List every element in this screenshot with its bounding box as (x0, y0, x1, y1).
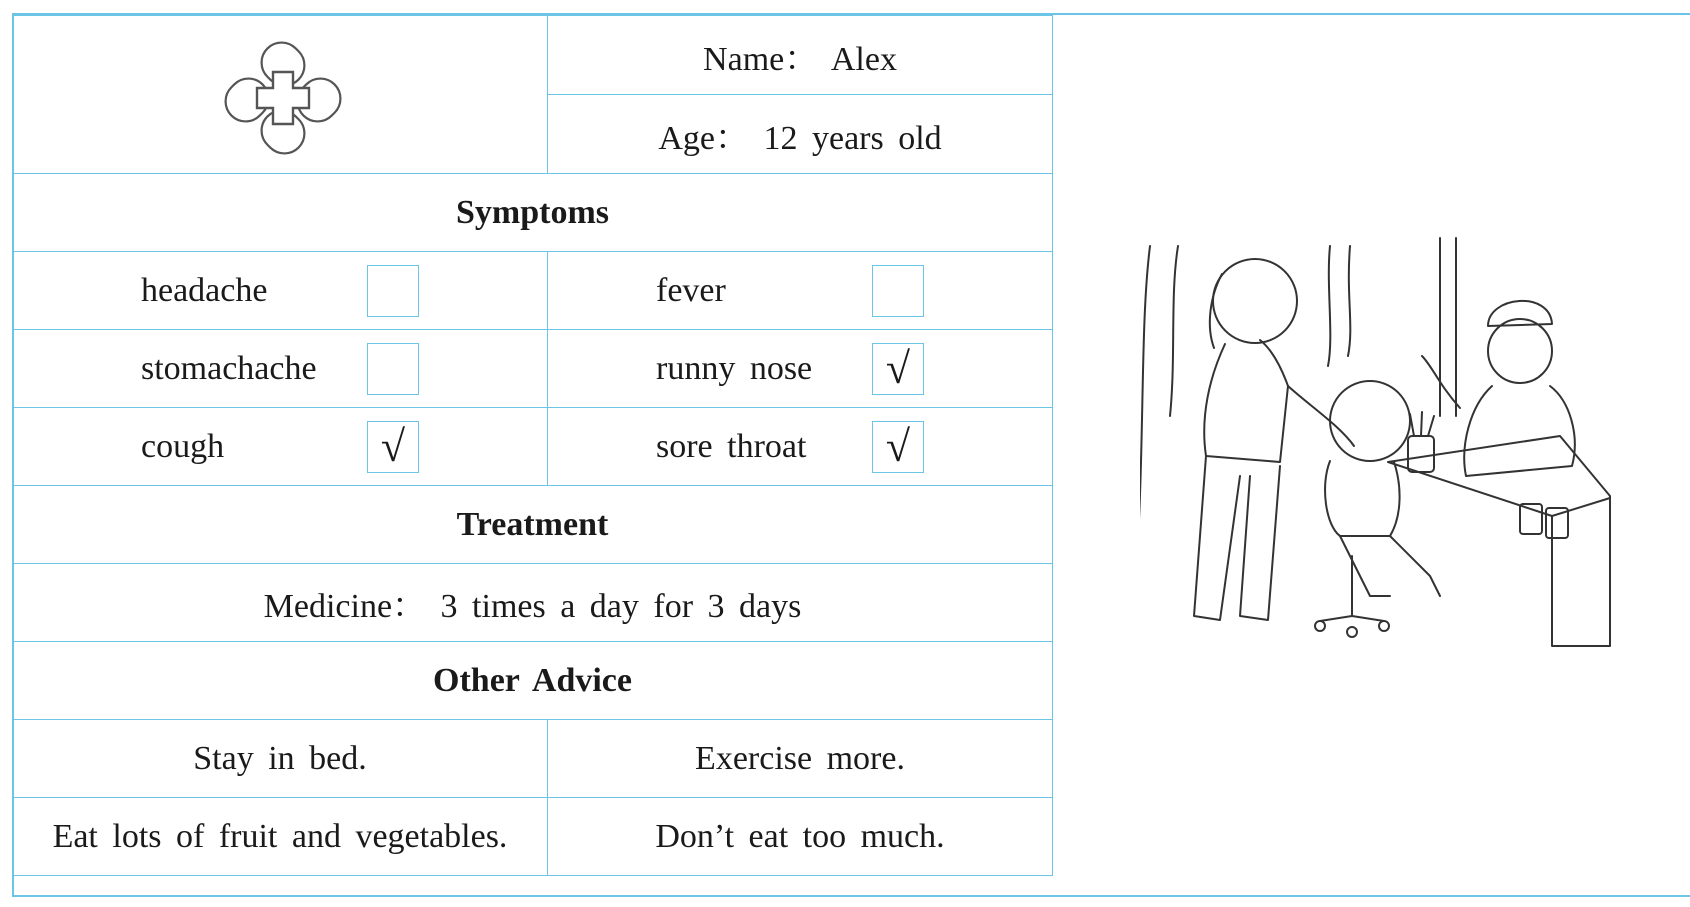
treatment-heading: Treatment (13, 486, 1053, 564)
age-label: Age： (658, 119, 749, 157)
symptom-fever (548, 252, 1053, 330)
symptom-checkbox[interactable] (872, 265, 924, 317)
advice-item: Exercise more. (548, 720, 1053, 798)
symptom-checkbox[interactable]: √ (872, 421, 924, 473)
symptom-cough (13, 408, 548, 486)
symptom-checkbox[interactable] (367, 343, 419, 395)
medicine-value: 3 times a day for 3 days (440, 588, 802, 625)
symptom-checkbox[interactable]: √ (872, 343, 924, 395)
advice-item: Eat lots of fruit and vegetables. (13, 798, 548, 876)
symptom-sore-throat (548, 408, 1053, 486)
medicine-label: Medicine： (263, 588, 427, 625)
medical-record-table (12, 15, 1053, 876)
name-label: Name： (703, 40, 819, 78)
medical-cross-icon (221, 36, 345, 160)
advice-item: Don’t eat too much. (548, 798, 1053, 876)
symptom-checkbox[interactable]: √ (367, 421, 419, 473)
symptoms-heading: Symptoms (13, 174, 1053, 252)
symptom-label: headache (141, 271, 268, 309)
symptom-stomachache (13, 330, 548, 408)
symptom-label: runny nose (656, 349, 813, 387)
symptom-label: stomachache (141, 349, 317, 387)
symptom-label: cough (141, 427, 225, 465)
symptom-label: fever (656, 271, 726, 309)
symptom-label: sore throat (656, 427, 807, 465)
symptom-runny-nose (548, 330, 1053, 408)
name-field (548, 16, 1053, 95)
medicine-field (13, 564, 1053, 642)
doctor-visit-illustration (1140, 236, 1620, 676)
symptom-checkbox[interactable] (367, 265, 419, 317)
logo-cell (13, 16, 548, 174)
symptom-headache (13, 252, 548, 330)
advice-item: Stay in bed. (13, 720, 548, 798)
age-field (548, 95, 1053, 174)
name-value: Alex (830, 40, 897, 78)
advice-heading: Other Advice (13, 642, 1053, 720)
age-value: 12 years old (763, 119, 942, 157)
